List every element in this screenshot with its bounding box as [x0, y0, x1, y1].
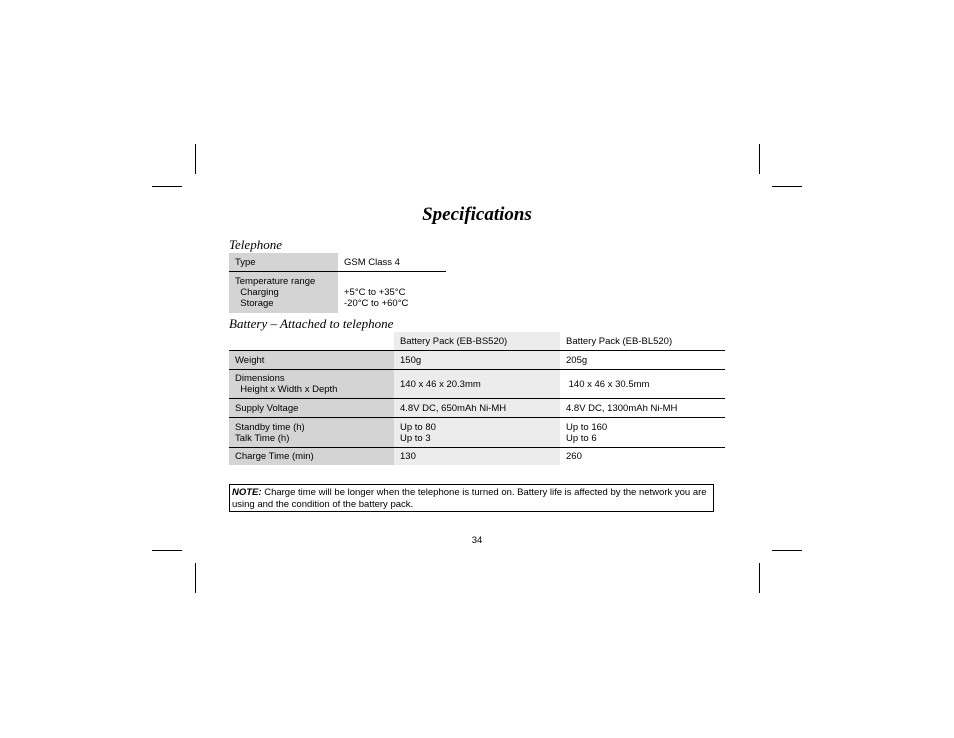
charge-time-bs520: 130	[394, 448, 560, 465]
talk-bs520: Up to 3	[400, 432, 431, 444]
dimensions-bs520: 140 x 46 x 20.3mm	[394, 370, 560, 398]
dimensions-text: Dimensions	[235, 373, 285, 384]
standby-bl520: Up to 160	[566, 421, 608, 433]
talk-time-text: Talk Time (h)	[235, 432, 290, 444]
crop-mark-top-right-horizontal	[772, 186, 802, 187]
charge-time-label: Charge Time (min)	[229, 448, 394, 465]
temperature-blank-line	[344, 276, 408, 287]
crop-mark-bottom-left-horizontal	[152, 550, 182, 551]
page-title: Specifications	[422, 204, 532, 225]
standby-talk-label	[229, 418, 394, 447]
supply-voltage-label: Supply Voltage	[229, 399, 394, 417]
crop-mark-top-right-vertical	[759, 144, 760, 174]
talk-bl520: Up to 6	[566, 432, 597, 444]
note-label: NOTE:	[232, 487, 262, 498]
weight-label: Weight	[229, 351, 394, 369]
standby-time-text: Standby time (h)	[235, 421, 305, 433]
note-text: Charge time will be longer when the telephone is turned on. Battery life is affected by the network you are using and the condition of the battery pack.	[232, 487, 707, 510]
storage-value: -20°C to +60°C	[344, 298, 409, 309]
telephone-heading: Telephone	[229, 237, 282, 252]
dimensions-label	[229, 370, 394, 398]
supply-voltage-bl520: 4.8V DC, 1300mAh Ni-MH	[566, 402, 678, 414]
temperature-range-text: Temperature range	[235, 276, 316, 287]
standby-talk-bs520	[394, 418, 560, 447]
telephone-type-label: Type	[229, 253, 338, 271]
charge-time-bl520: 260	[566, 451, 582, 462]
charging-value: +5°C to +35°C	[344, 287, 406, 298]
standby-bs520: Up to 80	[400, 421, 436, 433]
charging-text: Charging	[235, 287, 279, 298]
crop-mark-bottom-left-vertical	[195, 563, 196, 593]
battery-heading: Battery – Attached to telephone	[229, 316, 394, 331]
weight-bs520: 150g	[394, 351, 560, 369]
storage-text: Storage	[235, 298, 274, 309]
page-number: 34	[471, 535, 483, 546]
height-width-depth-text: Height x Width x Depth	[235, 384, 338, 395]
dimensions-bl520: 140 x 46 x 30.5mm	[566, 378, 650, 390]
weight-bl520: 205g	[566, 354, 588, 366]
note-box	[229, 484, 714, 512]
crop-mark-bottom-right-horizontal	[772, 550, 802, 551]
crop-mark-top-left-horizontal	[152, 186, 182, 187]
crop-mark-bottom-right-vertical	[759, 563, 760, 593]
standby-talk-bl520	[560, 418, 725, 447]
telephone-temperature-values	[338, 272, 446, 313]
battery-column-header-bs520: Battery Pack (EB-BS520)	[394, 332, 560, 350]
battery-column-header-bl520: Battery Pack (EB-BL520)	[566, 335, 673, 347]
crop-mark-top-left-vertical	[195, 144, 196, 174]
telephone-type-value: GSM Class 4	[344, 256, 400, 268]
supply-voltage-bs520: 4.8V DC, 650mAh Ni-MH	[394, 399, 560, 417]
telephone-temperature-label	[229, 272, 338, 313]
